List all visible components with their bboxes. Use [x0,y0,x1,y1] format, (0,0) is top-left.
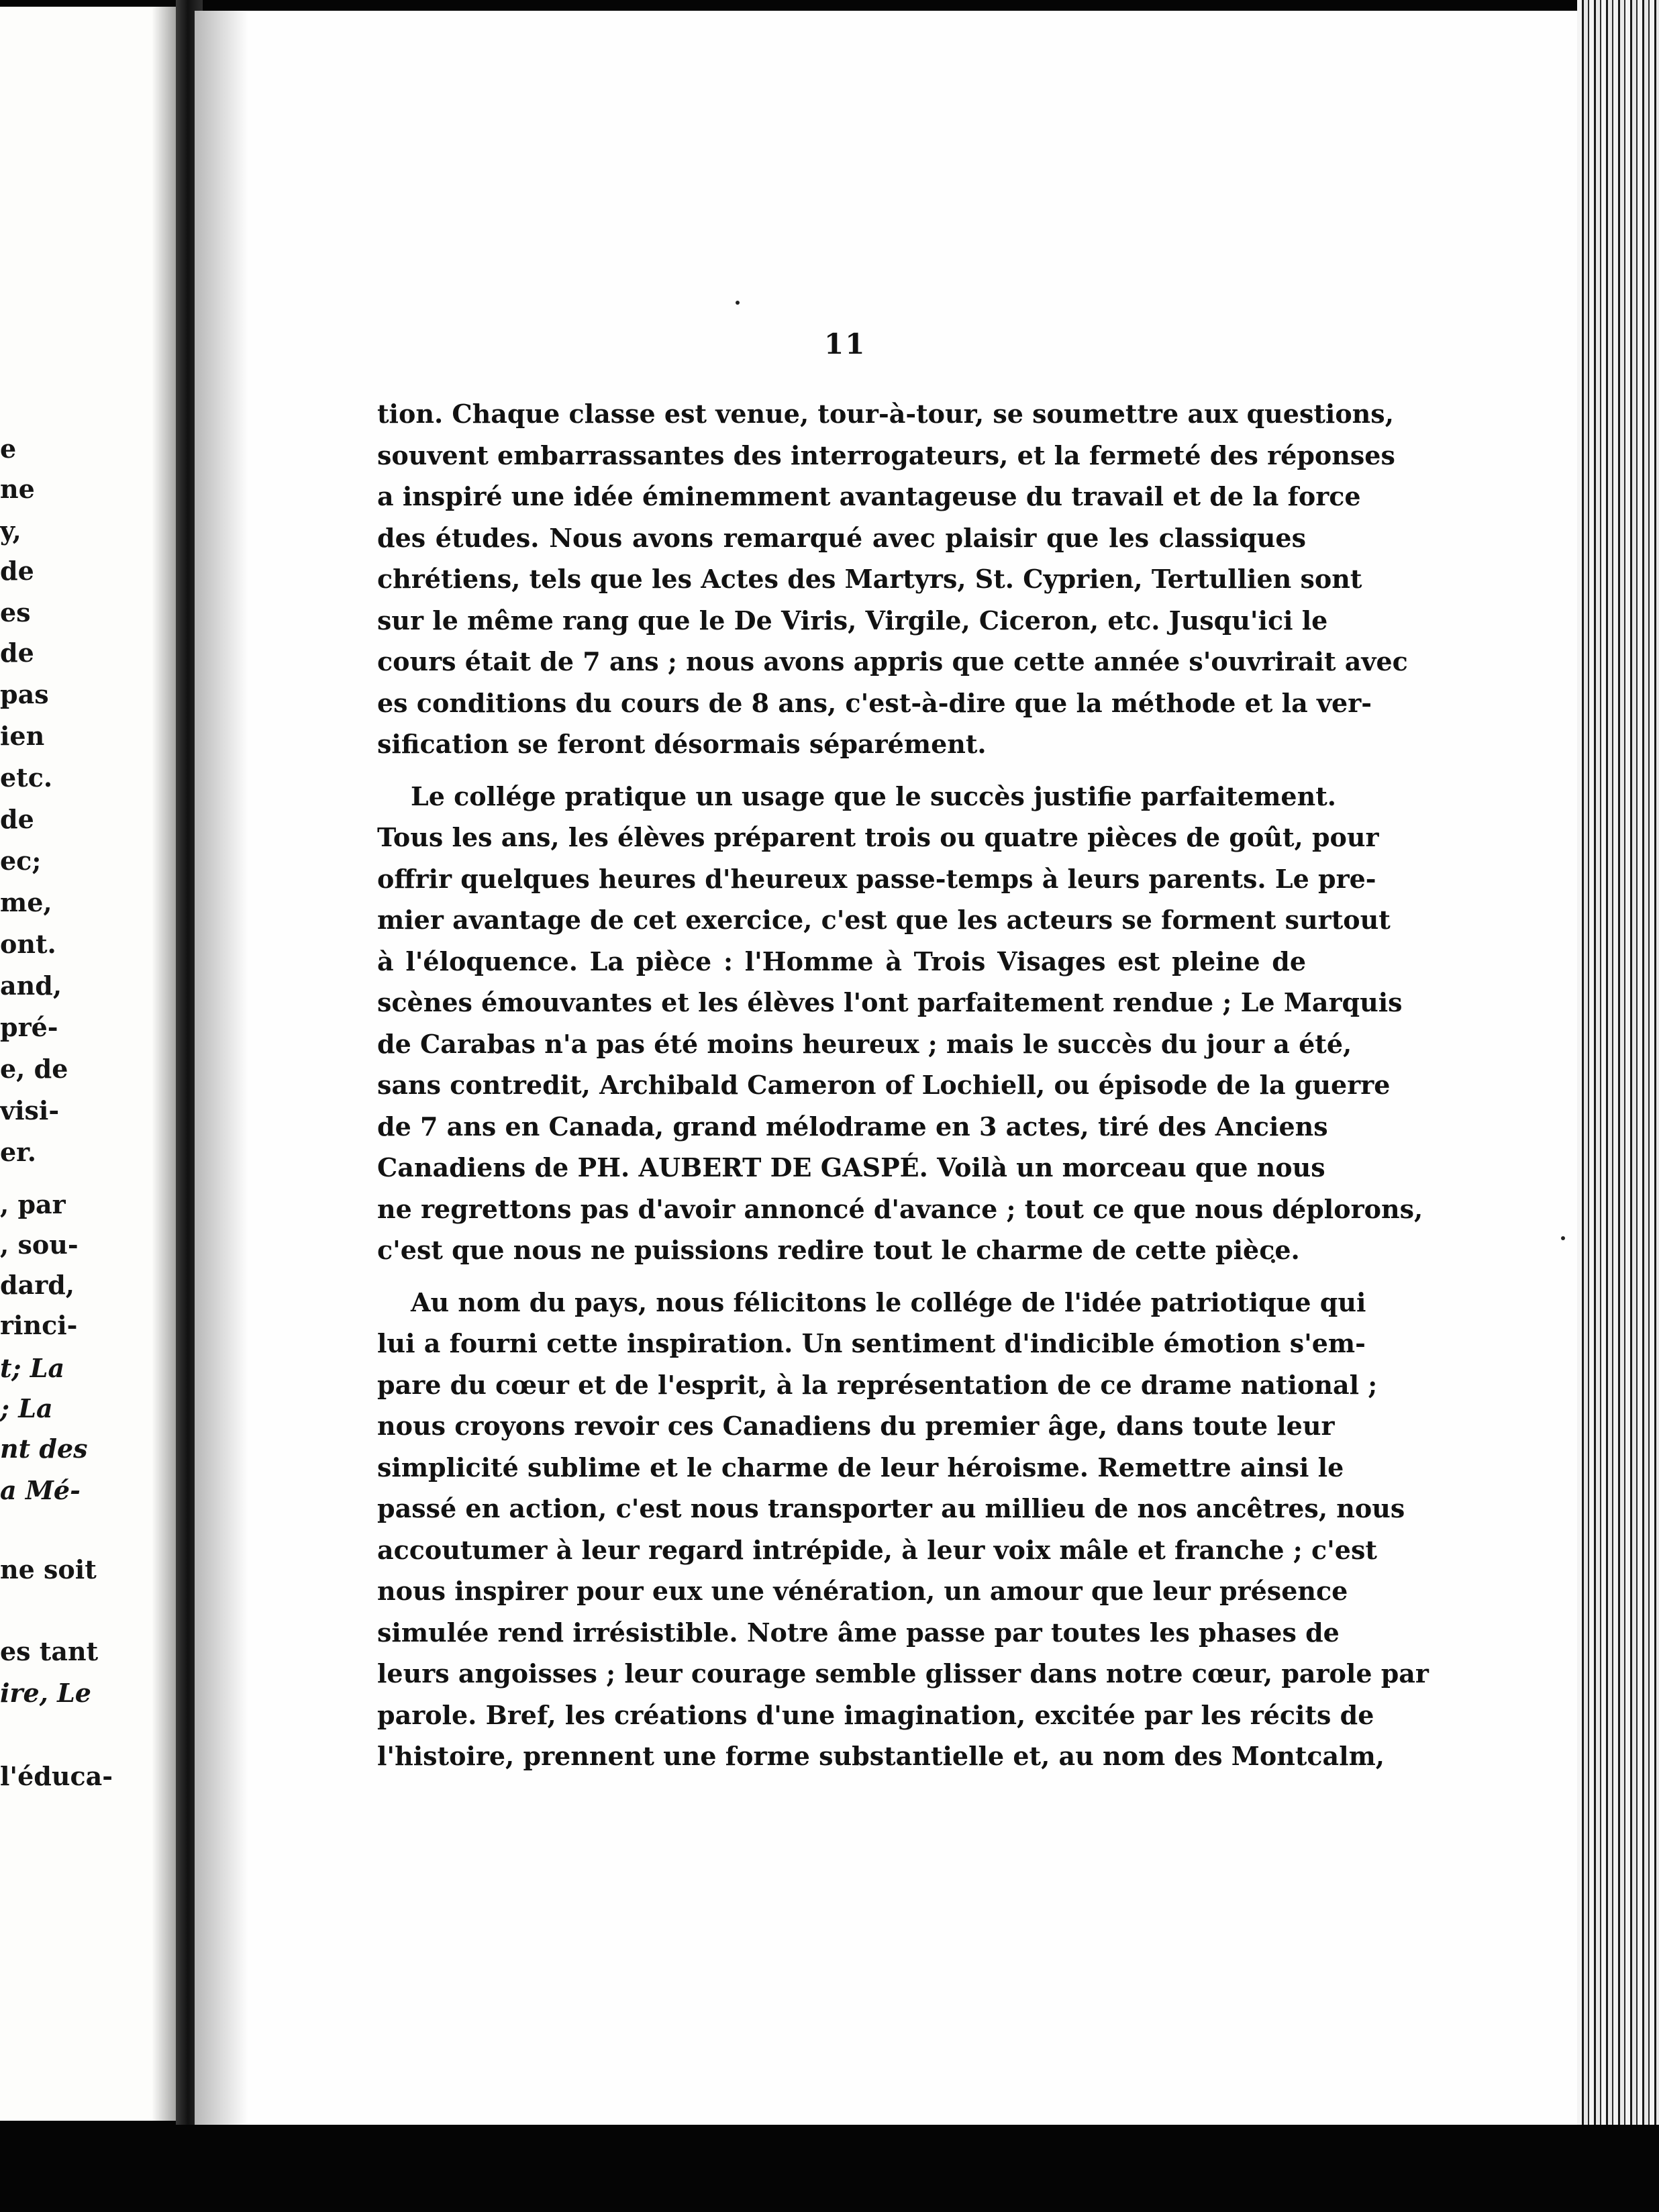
stacked-page-edges [1577,0,1659,2148]
previous-page-line-fragment: pré- [0,1012,58,1042]
previous-page-line-fragment: ire, Le [0,1678,91,1708]
text-line: es conditions du cours de 8 ans, c'est-à-dire que la méthode et la ver- [377,687,1372,718]
previous-page-line-fragment: nt des [0,1434,88,1464]
scan-speck [1561,1236,1565,1240]
text-line: de Carabas n'a pas été moins heureux ; mais le succès du jour a été, [377,1028,1352,1059]
previous-page-line-fragment: de [0,556,34,586]
previous-page-line-fragment: etc. [0,762,53,793]
page-number: 11 [824,328,866,360]
text-line: tion. Chaque classe est venue, tour-à-tour, se soumettre aux questions, [377,399,1394,429]
previous-page-line-fragment: de [0,638,34,668]
previous-page-line-fragment: , sou- [0,1229,79,1260]
text-line: simulée rend irrésistible. Notre âme passe par toutes les phases de [377,1617,1340,1648]
paragraph-1 [377,393,1408,765]
previous-page-line-fragment: dard, [0,1270,75,1300]
previous-page-line-fragment: es tant [0,1636,99,1666]
previous-page-line-fragment: e, de [0,1054,68,1084]
text-line: lui a fourni cette inspiration. Un sentiment d'indicible émotion s'em- [377,1328,1366,1358]
text-line: sur le même rang que le De Viris, Virgile, Ciceron, etc. Jusqu'ici le [377,605,1328,636]
text-line: Canadiens de PH. AUBERT DE GASPÉ. Voilà un morceau que nous [377,1152,1325,1183]
previous-page-line-fragment: pas [0,679,49,709]
previous-page-line-fragment: ne [0,474,35,504]
body-text [377,393,1429,1788]
text-line: Tous les ans, les élèves préparent trois ou quatre pièces de goût, pour [377,822,1379,852]
previous-page-line-fragment: visi- [0,1095,60,1125]
previous-page-line-fragment: ; La [0,1393,53,1423]
text-line: parole. Bref, les créations d'une imagination, excitée par les récits de [377,1699,1374,1730]
scan-background [0,2125,1659,2212]
previous-page-fragment [0,7,176,2121]
previous-page-line-fragment: and, [0,970,62,1001]
text-line: souvent embarrassantes des interrogateurs, et la fermeté des réponses [377,440,1395,470]
text-line: nous croyons revoir ces Canadiens du premier âge, dans toute leur [377,1411,1335,1441]
text-line: a inspiré une idée éminemment avantageuse du travail et de la force [377,481,1361,511]
text-line: nous inspirer pour eux une vénération, un amour que leur présence [377,1576,1348,1606]
text-line: Le collége pratique un usage que le succès justifie parfaitement. [411,781,1337,811]
previous-page-line-fragment: y, [0,515,21,546]
previous-page-line-fragment: de [0,804,34,834]
previous-page-line-fragment: rinci- [0,1310,78,1340]
previous-page-line-fragment: ne soit [0,1554,97,1585]
paragraph-3 [377,1282,1429,1777]
text-line: chrétiens, tels que les Actes des Martyrs, St. Cyprien, Tertullien sont [377,564,1362,594]
text-line: accoutumer à leur regard intrépide, à leur voix mâle et franche ; c'est [377,1534,1377,1565]
previous-page-line-fragment: , par [0,1189,66,1219]
previous-page-line-fragment: ec; [0,846,42,876]
text-line: sans contredit, Archibald Cameron of Lochiell, ou épisode de la guerre [377,1070,1391,1100]
text-line: pare du cœur et de l'esprit, à la représentation de ce drame national ; [377,1369,1378,1400]
previous-page-line-fragment: es [0,597,31,627]
text-line: leurs angoisses ; leur courage semble glisser dans notre cœur, parole par [377,1658,1429,1689]
scan-speck [736,301,740,305]
text-line: simplicité sublime et le charme de leur héroisme. Remettre ainsi le [377,1452,1344,1482]
previous-page-line-fragment: t; La [0,1353,65,1383]
previous-page-line-fragment: ont. [0,929,56,959]
previous-page-line-fragment: e [0,434,17,464]
text-line: scènes émouvantes et les élèves l'ont parfaitement rendue ; Le Marquis [377,987,1403,1017]
text-line: passé en action, c'est nous transporter au millieu de nos ancêtres, nous [377,1493,1405,1523]
text-line: des études. Nous avons remarqué avec plaisir que les classiques [377,522,1306,553]
previous-page-line-fragment: l'éduca- [0,1761,113,1791]
text-line: à l'éloquence. La pièce : l'Homme à Trois Visages est pleine de [377,946,1306,976]
text-line: de 7 ans en Canada, grand mélodrame en 3 actes, tiré des Anciens [377,1111,1328,1142]
text-line: Au nom du pays, nous félicitons le collége de l'idée patriotique qui [411,1287,1366,1317]
previous-page-line-fragment: me, [0,887,52,917]
previous-page-line-fragment: a Mé- [0,1475,81,1505]
text-line: mier avantage de cet exercice, c'est que les acteurs se forment surtout [377,905,1391,935]
previous-page-line-fragment: ien [0,721,45,751]
text-line: ne regrettons pas d'avoir annoncé d'avance ; tout ce que nous déplorons, [377,1193,1423,1224]
text-line: cours était de 7 ans ; nous avons appris que cette année s'ouvrirait avec [377,646,1408,676]
text-line: l'histoire, prennent une forme substantielle et, au nom des Montcalm, [377,1741,1385,1771]
text-line: c'est que nous ne puissions redire tout le charme de cette pièce. [377,1235,1300,1265]
previous-page-line-fragment: er. [0,1137,36,1167]
paragraph-2 [377,776,1423,1271]
text-line: offrir quelques heures d'heureux passe-temps à leurs parents. Le pre- [377,863,1376,894]
text-line: sification se feront désormais séparément. [377,729,987,759]
